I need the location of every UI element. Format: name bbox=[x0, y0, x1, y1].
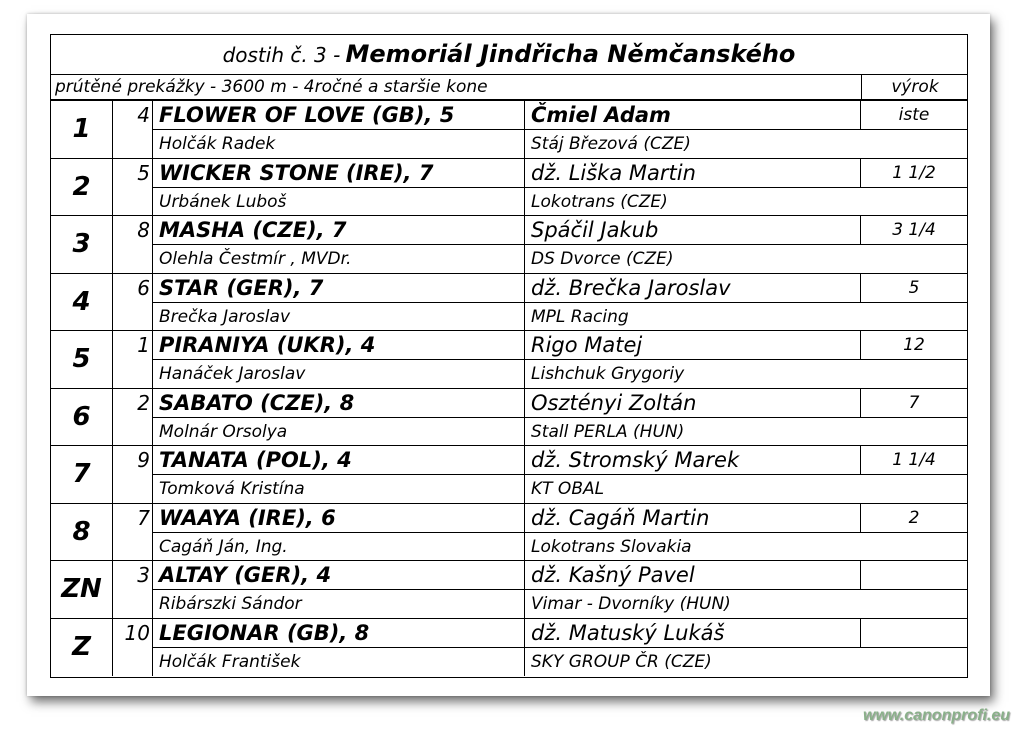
place-cell: 5 bbox=[51, 331, 113, 388]
jockey-cell: dž. Cagáň Martin bbox=[525, 504, 861, 533]
margin-cell: 2 bbox=[861, 504, 967, 533]
jockey-cell: Spáčil Jakub bbox=[525, 216, 861, 245]
place-cell: 7 bbox=[51, 446, 113, 503]
horse-name-cell: ALTAY (GER), 4 bbox=[153, 561, 525, 590]
margin-cell: 1 1/2 bbox=[861, 159, 967, 188]
place-cell: 1 bbox=[51, 101, 113, 158]
race-title-prefix: dostih č. 3 - bbox=[222, 43, 341, 67]
table-row bbox=[51, 389, 967, 447]
start-number-cell: 5 bbox=[113, 159, 153, 188]
race-conditions-row bbox=[51, 75, 967, 101]
start-number-cell: 4 bbox=[113, 101, 153, 130]
horse-name-cell: MASHA (CZE), 7 bbox=[153, 216, 525, 245]
owner-cell: KT OBAL bbox=[531, 479, 605, 499]
table-row bbox=[51, 159, 967, 217]
margin-cell: 1 1/4 bbox=[861, 446, 967, 475]
place-cell: 2 bbox=[51, 159, 113, 216]
owner-cell: Vimar - Dvorníky (HUN) bbox=[531, 594, 731, 614]
owner-cell: Lokotrans Slovakia bbox=[531, 536, 692, 557]
start-number-cell: 2 bbox=[113, 389, 153, 418]
start-number-spacer bbox=[113, 360, 153, 389]
start-number-spacer bbox=[113, 303, 153, 332]
jockey-cell: dž. Brečka Jaroslav bbox=[525, 274, 861, 303]
trainer-cell: Brečka Jaroslav bbox=[153, 303, 525, 331]
margin-cell: 7 bbox=[861, 389, 967, 418]
trainer-cell: Tomková Kristína bbox=[153, 475, 525, 503]
owner-cell: Lokotrans (CZE) bbox=[531, 191, 668, 212]
horse-name-cell: PIRANIYA (UKR), 4 bbox=[153, 331, 525, 360]
jockey-cell: Rigo Matej bbox=[525, 331, 861, 360]
race-title bbox=[51, 35, 967, 75]
start-number-cell: 7 bbox=[113, 504, 153, 533]
jockey-cell: dž. Stromský Marek bbox=[525, 446, 861, 475]
owner-cell: Stáj Březová (CZE) bbox=[531, 134, 691, 154]
owner-cell: MPL Racing bbox=[531, 306, 629, 327]
start-number-cell: 3 bbox=[113, 561, 153, 590]
start-number-cell: 9 bbox=[113, 446, 153, 475]
start-number-cell: 1 bbox=[113, 331, 153, 360]
place-cell: 8 bbox=[51, 504, 113, 561]
margin-header: výrok bbox=[861, 75, 968, 99]
place-cell: 3 bbox=[51, 216, 113, 273]
margin-cell: iste bbox=[861, 101, 967, 130]
jockey-cell: dž. Liška Martin bbox=[525, 159, 861, 188]
table-row bbox=[51, 504, 967, 562]
start-number-spacer bbox=[113, 475, 153, 504]
place-cell: 6 bbox=[51, 389, 113, 446]
trainer-cell: Hanáček Jaroslav bbox=[153, 360, 525, 388]
trainer-cell: Cagáň Ján, Ing. bbox=[153, 533, 525, 561]
horse-name-cell: LEGIONAR (GB), 8 bbox=[153, 619, 525, 648]
trainer-cell: Olehla Čestmír , MVDr. bbox=[153, 245, 525, 273]
owner-cell: Stall PERLA (HUN) bbox=[531, 421, 685, 442]
table-row bbox=[51, 446, 967, 504]
margin-cell bbox=[861, 561, 967, 590]
start-number-cell: 6 bbox=[113, 274, 153, 303]
place-cell: 4 bbox=[51, 274, 113, 331]
jockey-cell: Osztényi Zoltán bbox=[525, 389, 861, 418]
start-number-cell: 8 bbox=[113, 216, 153, 245]
table-row bbox=[51, 619, 967, 677]
jockey-cell: dž. Kašný Pavel bbox=[525, 561, 861, 590]
horse-name-cell: TANATA (POL), 4 bbox=[153, 446, 525, 475]
horse-name-cell: SABATO (CZE), 8 bbox=[153, 389, 525, 418]
jockey-cell: dž. Matuský Lukáš bbox=[525, 619, 861, 648]
start-number-spacer bbox=[113, 590, 153, 619]
race-conditions: prútěné prekážky - 3600 m - 4ročné a staršie kone bbox=[55, 77, 488, 97]
table-row bbox=[51, 216, 967, 274]
trainer-cell: Molnár Orsolya bbox=[153, 418, 525, 446]
trainer-cell: Urbánek Luboš bbox=[153, 188, 525, 216]
watermark: www.canonprofi.eu bbox=[863, 707, 1010, 724]
trainer-cell: Holčák František bbox=[153, 648, 525, 676]
margin-cell bbox=[861, 619, 967, 648]
table-row bbox=[51, 101, 967, 159]
start-number-spacer bbox=[113, 130, 153, 159]
results-table bbox=[50, 34, 968, 678]
race-title-name: Memoriál Jindřicha Němčanského bbox=[345, 40, 796, 68]
owner-cell: DS Dvorce (CZE) bbox=[531, 249, 674, 269]
results-rows bbox=[51, 101, 967, 676]
place-cell: ZN bbox=[51, 561, 113, 618]
horse-name-cell: WICKER STONE (IRE), 7 bbox=[153, 159, 525, 188]
horse-name-cell: WAAYA (IRE), 6 bbox=[153, 504, 525, 533]
start-number-spacer bbox=[113, 533, 153, 562]
start-number-cell: 10 bbox=[113, 619, 153, 648]
start-number-spacer bbox=[113, 418, 153, 447]
horse-name-cell: FLOWER OF LOVE (GB), 5 bbox=[153, 101, 525, 130]
table-row bbox=[51, 331, 967, 389]
owner-cell: Lishchuk Grygoriy bbox=[531, 364, 685, 384]
horse-name-cell: STAR (GER), 7 bbox=[153, 274, 525, 303]
trainer-cell: Ribárszki Sándor bbox=[153, 590, 525, 618]
margin-cell: 3 1/4 bbox=[861, 216, 967, 245]
start-number-spacer bbox=[113, 188, 153, 217]
margin-cell: 5 bbox=[861, 274, 967, 303]
start-number-spacer bbox=[113, 245, 153, 274]
table-row bbox=[51, 561, 967, 619]
jockey-cell: Čmiel Adam bbox=[525, 101, 861, 130]
trainer-cell: Holčák Radek bbox=[153, 130, 525, 158]
place-cell: Z bbox=[51, 619, 113, 677]
start-number-spacer bbox=[113, 648, 153, 677]
table-row bbox=[51, 274, 967, 332]
owner-cell: SKY GROUP ČR (CZE) bbox=[531, 651, 712, 672]
margin-cell: 12 bbox=[861, 331, 967, 360]
